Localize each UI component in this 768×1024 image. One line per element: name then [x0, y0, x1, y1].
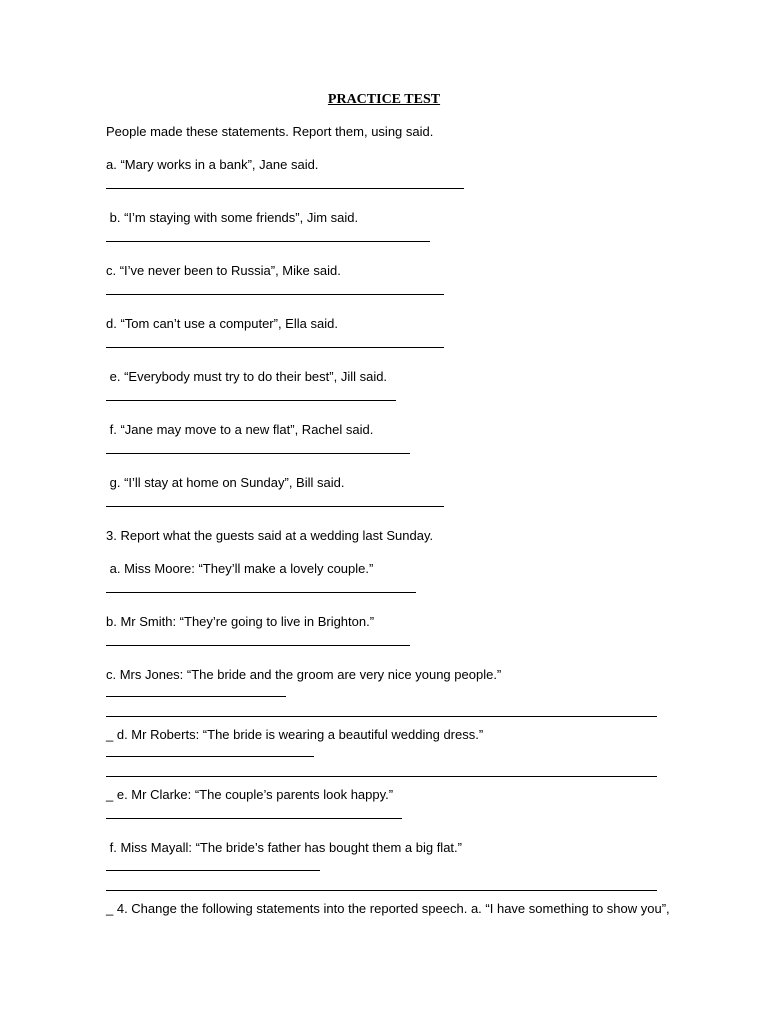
answer-line[interactable] [106, 453, 410, 454]
answer-line[interactable] [106, 756, 314, 757]
answer-line[interactable] [106, 818, 402, 819]
answer-line[interactable] [106, 870, 320, 871]
answer-line[interactable] [106, 400, 396, 401]
question-a: a. “Mary works in a bank”, Jane said. [106, 157, 319, 172]
answer-line[interactable] [106, 506, 444, 507]
question-b: b. “I’m staying with some friends”, Jim said. [106, 210, 359, 225]
guest-question-c: c. Mrs Jones: “The bride and the groom are very nice young people.” [106, 667, 502, 682]
question-d: d. “Tom can’t use a computer”, Ella said. [106, 316, 338, 331]
guest-question-e: _ e. Mr Clarke: “The couple’s parents look happy.” [106, 787, 394, 802]
guest-question-d: _ d. Mr Roberts: “The bride is wearing a beautiful wedding dress.” [106, 727, 484, 742]
instructions: People made these statements. Report them, using said. [106, 124, 434, 139]
answer-line[interactable] [106, 890, 657, 891]
question-f: f. “Jane may move to a new flat”, Rachel said. [106, 422, 374, 437]
guest-question-a: a. Miss Moore: “They’ll make a lovely couple.” [106, 561, 374, 576]
answer-line[interactable] [106, 347, 444, 348]
question-c: c. “I’ve never been to Russia”, Mike said. [106, 263, 341, 278]
question-e: e. “Everybody must try to do their best”, Jill said. [106, 369, 388, 384]
answer-line[interactable] [106, 592, 416, 593]
answer-line[interactable] [106, 776, 657, 777]
section-3-heading: 3. Report what the guests said at a wedding last Sunday. [106, 528, 434, 543]
answer-line[interactable] [106, 696, 286, 697]
answer-line[interactable] [106, 645, 410, 646]
answer-line[interactable] [106, 188, 464, 189]
answer-line[interactable] [106, 294, 444, 295]
page-title: PRACTICE TEST [327, 92, 441, 107]
guest-question-b: b. Mr Smith: “They’re going to live in Brighton.” [106, 614, 375, 629]
answer-line[interactable] [106, 241, 430, 242]
guest-question-f: f. Miss Mayall: “The bride’s father has bought them a big flat.” [106, 840, 462, 855]
section-4-heading: _ 4. Change the following statements into the reported speech. a. “I have something to show you”, [106, 901, 670, 916]
question-g: g. “I’ll stay at home on Sunday”, Bill said. [106, 475, 345, 490]
answer-line[interactable] [106, 716, 657, 717]
